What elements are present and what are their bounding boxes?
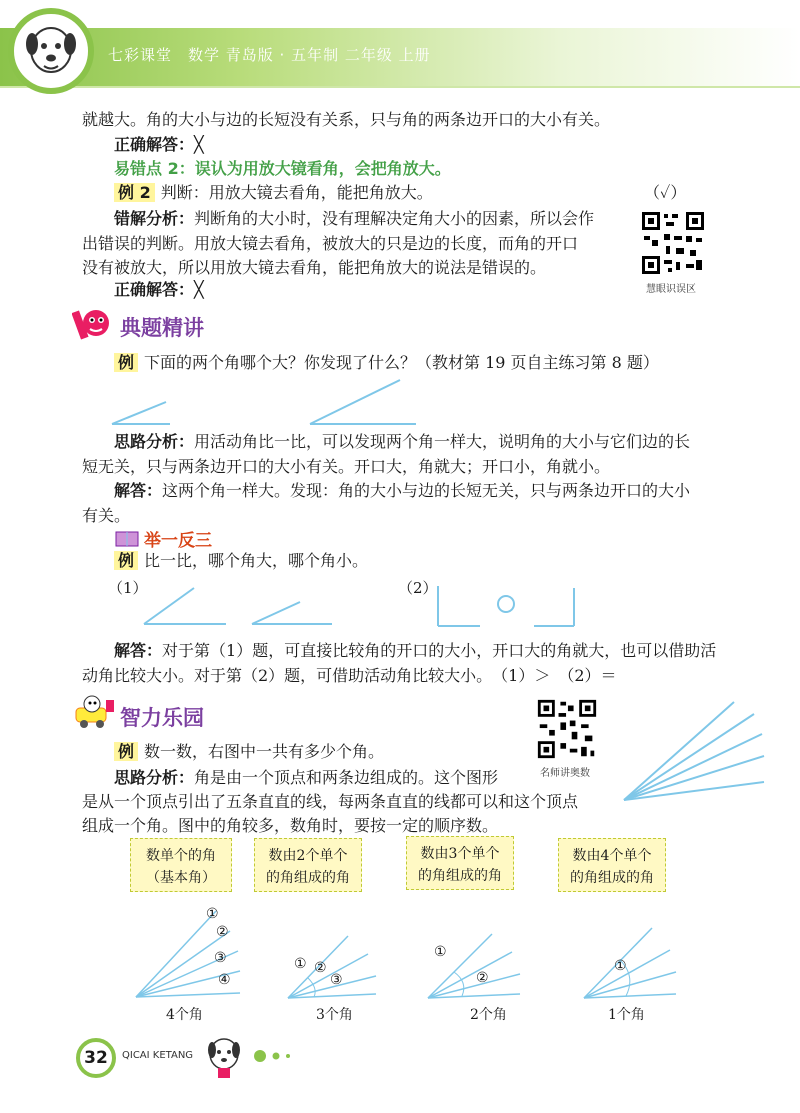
- circled-number: ①: [206, 906, 219, 922]
- diagram-2-angles: [424, 930, 524, 1002]
- diagram-1-angle: [580, 924, 680, 1002]
- think-label: 思路分析：: [114, 432, 195, 451]
- analysis-text: 判断角的大小时，没有理解决定角大小的因素，所以会作: [194, 209, 595, 228]
- box-line: 数由2个单个: [268, 848, 348, 864]
- example-tag: 例: [114, 742, 138, 761]
- example-tag: 例: [114, 353, 138, 372]
- zhili-think-line-2: 是从一个顶点引出了五条直直的线，每两条直直的线都可以和这个顶点: [82, 792, 579, 811]
- circled-number: ②: [216, 924, 229, 940]
- compare-angles-2: [430, 582, 580, 632]
- circled-number: ①: [434, 944, 447, 960]
- circled-number: ①: [614, 958, 627, 974]
- header-title: 七彩课堂 数学 青岛版 · 五年制 二年级 上册: [108, 46, 431, 64]
- section-title-jvyi: 举一反三: [144, 531, 212, 551]
- mascot-icon: [14, 14, 88, 88]
- example-2: [114, 181, 433, 205]
- correct-answer-1: [114, 133, 204, 157]
- section-title-dianti: 典题精讲: [120, 316, 204, 340]
- page-number: 32: [76, 1038, 116, 1078]
- method-box-4: [558, 838, 666, 892]
- answer-text: 对于第（1）题，可直接比较角的开口的大小，开口大的角就大，也可以借助活: [162, 641, 717, 660]
- pencil-mascot-icon: [72, 303, 116, 343]
- angle-count-caption: 1个角: [608, 1007, 645, 1023]
- example-text: 比一比，哪个角大，哪个角小。: [144, 551, 369, 570]
- qr-code-label: 名师讲奥数: [540, 768, 590, 779]
- angle-count-caption: 4个角: [166, 1007, 203, 1023]
- qr-code-label: 慧眼识误区: [646, 284, 696, 295]
- analysis-label: 错解分析：: [114, 209, 195, 228]
- dianti-think-line-1: [114, 430, 690, 454]
- answer-label: 解答：: [114, 641, 163, 660]
- part-label-1: （1）: [108, 579, 148, 597]
- mascot-logo: [8, 8, 94, 94]
- wrong-analysis-line-2: 出错误的判断。用放大镜去看角，被放大的只是边的长度，而角的开口: [82, 234, 579, 253]
- angle-count-caption: 2个角: [470, 1007, 507, 1023]
- zhili-think-line-1: [114, 766, 498, 790]
- correct-answer-2: [114, 278, 204, 302]
- jvyi-example: [114, 549, 368, 573]
- qr-code-icon[interactable]: [640, 210, 706, 276]
- method-box-1: [130, 838, 232, 892]
- box-line: 数由4个单个: [572, 848, 652, 864]
- compare-angles-1: [140, 584, 340, 630]
- dianti-answer-line-1: [114, 479, 690, 503]
- jvyi-answer-line-2: 动角比较大小。对于第（2）题，可借助活动角比较大小。 （1）＞ （2）＝: [82, 666, 617, 685]
- circled-number: ③: [330, 972, 343, 988]
- dianti-think-line-2: 短无关，只与两条边开口的大小有关。开口大，角就大；开口小，角就小。: [82, 457, 611, 476]
- circled-number: ①: [294, 956, 307, 972]
- wrong-analysis-line-1: [114, 207, 594, 231]
- box-line: （基本角）: [146, 870, 216, 886]
- judgement-mark: （✓）: [644, 183, 687, 202]
- section-title-zhili: 智力乐园: [120, 706, 204, 730]
- circled-number: ②: [314, 960, 327, 976]
- think-label: 思路分析：: [114, 768, 195, 787]
- box-line: 的角组成的角: [570, 870, 654, 886]
- box-line: 的角组成的角: [418, 868, 502, 884]
- circled-number: ④: [218, 972, 231, 988]
- think-text: 用活动角比一比，可以发现两个角一样大，说明角的大小与它们边的长: [194, 432, 691, 451]
- book-icon: [114, 528, 142, 550]
- circled-number: ③: [214, 950, 227, 966]
- method-box-2: [254, 838, 362, 892]
- wrong-analysis-line-3: 没有被放大，所以用放大镜去看角，能把角放大的说法是错误的。: [82, 258, 547, 277]
- answer-text: 这两个角一样大。发现：角的大小与边的长短无关，只与两条边开口的大小: [162, 481, 691, 500]
- answer-label: 正确解答：: [114, 135, 195, 154]
- jvyi-answer-line-1: [114, 639, 716, 663]
- continued-line: 就越大。角的大小与边的长短没有关系，只与角的两条边开口的大小有关。: [82, 110, 611, 129]
- dianti-answer-line-2: 有关。: [82, 506, 131, 525]
- footer-brand: QICAI KETANG: [122, 1050, 194, 1061]
- qr-code-icon[interactable]: [536, 698, 598, 760]
- example-text: 下面的两个角哪个大？你发现了什么？（教材第 19 页自主练习第 8 题）: [144, 353, 659, 372]
- error-point-2: 易错点 2：误认为用放大镜看角，会把角放大。: [114, 159, 451, 178]
- diagram-4-angles: [130, 905, 250, 1001]
- part-label-2: （2）: [398, 579, 438, 597]
- think-text: 角是由一个顶点和两条边组成的。这个图形: [194, 768, 499, 787]
- two-angles-figure: [100, 378, 420, 428]
- footer-mascot-icon: [200, 1032, 310, 1082]
- example-text: 判断：用放大镜去看角，能把角放大。: [160, 183, 433, 202]
- five-rays-figure: [618, 700, 768, 810]
- angle-count-caption: 3个角: [316, 1007, 353, 1023]
- method-box-3: [406, 836, 514, 890]
- zhili-think-line-3: 组成一个角。图中的角较多，数角时，要按一定的顺序数。: [82, 816, 499, 835]
- circled-number: ②: [476, 970, 489, 986]
- box-line: 的角组成的角: [266, 870, 350, 886]
- answer-value: ╳: [194, 280, 204, 299]
- example-text: 数一数，右图中一共有多少个角。: [144, 742, 385, 761]
- box-line: 数由3个单个: [420, 846, 500, 862]
- answer-label: 解答：: [114, 481, 163, 500]
- box-line: 数单个的角: [146, 848, 216, 864]
- example-tag: 例: [114, 551, 138, 570]
- answer-value: ╳: [194, 135, 204, 154]
- answer-label: 正确解答：: [114, 280, 195, 299]
- zhili-example: [114, 740, 384, 764]
- mascot-car-icon: [72, 694, 118, 730]
- example-tag: 例 2: [114, 183, 155, 202]
- dianti-example: [114, 351, 659, 375]
